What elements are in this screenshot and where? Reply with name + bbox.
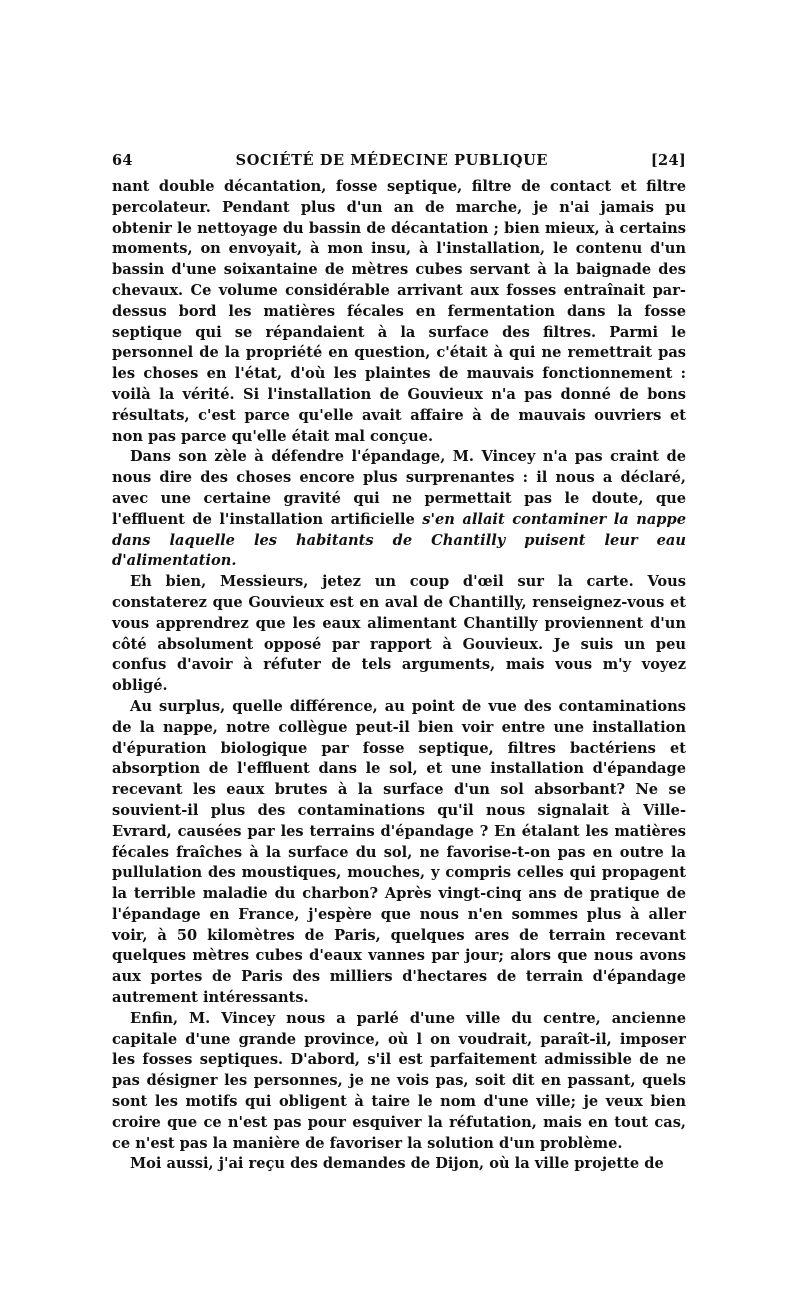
running-header [112,152,686,169]
document-page [112,152,686,1175]
paragraph: nant double décantation, fosse septique, filtre de contact et filtre percolateur. Pendant plus d'un an de marche, je n'ai jamais pu obtenir le nettoyage du bassin de décantation ; bien mieux, à certains moments, on envoyait, à mon insu, à l'installation, le contenu d'un bassin d'une soixantaine de mètres cubes servant à la baignade des chevaux. Ce volume considérable arrivant aux fosses entraînait par-dessus bord les matières fécales en fermentation dans la fosse septique qui se répandaient à la surface des filtres. Parmi le personnel de la propriété en question, c'était à qui ne remettrait pas les choses en l'état, d'où les plaintes de mauvais fonctionnement : voilà la vérité. Si l'installation de Gouvieux n'a pas donné de bons résultats, c'est parce qu'elle avait affaire à de mauvais ouvriers et non pas parce qu'elle était mal conçue. [112,178,686,445]
page-number: 64 [112,152,133,169]
paragraph: Moi aussi, j'ai reçu des demandes de Dijon, où la ville projette de [130,1155,664,1173]
paragraph: Au surplus, quelle différence, au point de vue des contaminations de la nappe, notre collègue peut-il bien voir entre une installation d'épuration biologique par fosse septique, filtres bactériens et absorption de l'effluent dans le sol, et une installation d'épandage recevant les eaux brutes à la surface d'un sol absorbant? Ne se souvient-il plus des contaminations qu'il nous signalait à Ville-Evrard, causées par les terrains d'épandage ? En étalant les matières fécales fraîches à la surface du sol, ne favorise-t-on pas en outre la pullulation des moustiques, mouches, y compris celles qui propagent la terrible maladie du charbon? Après vingt-cinq ans de pratique de l'épandage en France, j'espère que nous n'en sommes plus à aller voir, à 50 kilomètres de Paris, quelques ares de terrain recevant quelques mètres cubes d'eaux vannes par jour; alors que nous avons aux portes de Paris des milliers d'hectares de terrain d'épandage autrement intéressants. [112,697,686,1007]
running-title: SOCIÉTÉ DE MÉDECINE PUBLIQUE [235,152,549,169]
paragraph: Eh bien, Messieurs, jetez un coup d'œil sur la carte. Vous constaterez que Gouvieux est en aval de Chantilly, renseignez-vous et vous apprendrez que les eaux alimentant Chantilly proviennent d'un côté absolument opposé par rapport à Gouvieux. Je suis un peu confus d'avoir à réfuter de tels arguments, mais vous m'y voyez obligé. [112,573,686,695]
paragraph: Enfin, M. Vincey nous a parlé d'une ville du centre, ancienne capitale d'une grande province, où l on voudrait, paraît-il, imposer les fosses septiques. D'abord, s'il est parfaitement admissible de ne pas désigner les personnes, je ne vois pas, soit dit en passant, quels sont les motifs qui obligent à taire le nom d'une ville; je veux bien croire que ce n'est pas pour esquiver la réfutation, mais en tout cas, ce n'est pas la manière de favoriser la solution d'un problème. [112,1009,686,1152]
bracket-page-number: [24] [650,152,686,169]
paragraph-text: Dans son zèle à défendre l'épandage, M. Vincey n'a pas craint de nous dire des choses encore plus surprenantes : il nous a déclaré, avec une certaine gravité qui ne permettait pas le doute, que l'effluent de l'installation artificielle [112,448,686,528]
paragraph [112,447,686,572]
paragraph-italic-text: s'en allait contaminer la nappe dans laquelle les habitants de Chantilly puisent leur eau d'alimentation. [112,510,686,570]
